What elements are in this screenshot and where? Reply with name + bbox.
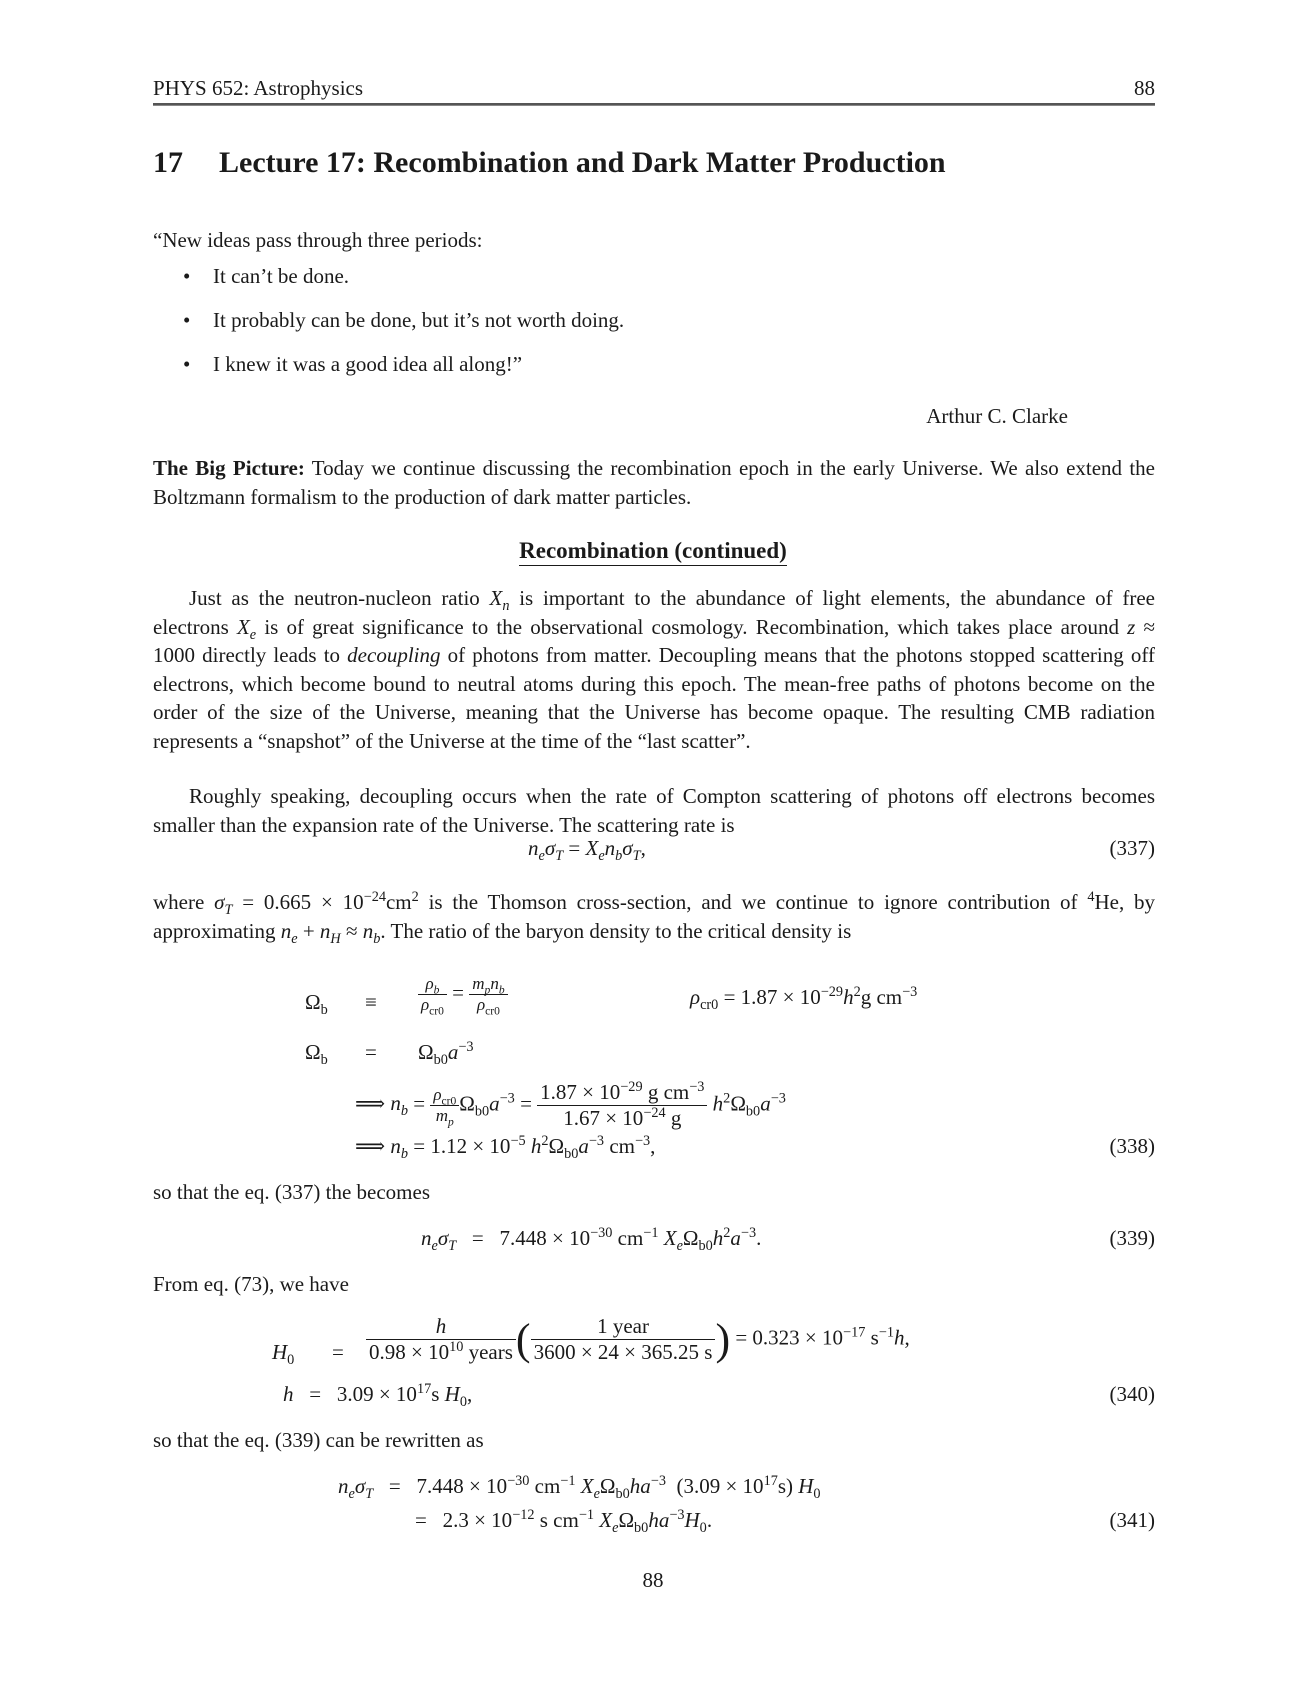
equation-number: (338)	[1109, 1134, 1155, 1158]
quote-item: • It can’t be done.	[183, 262, 624, 306]
paragraph-becomes: so that the eq. (337) the becomes	[153, 1180, 430, 1204]
quote-item: • I knew it was a good idea all along!”	[183, 350, 624, 394]
equation-number: (341)	[1109, 1508, 1155, 1532]
equation-number: (337)	[1109, 836, 1155, 860]
equation-338: ⟹ $n_b = 1.12 \times 10^{-5}$ $h^2\Omega_{b0}a^{-3}$ $cm^{-3}$, (338)	[355, 1133, 1155, 1163]
big-picture-label: The Big Picture:	[153, 456, 305, 480]
running-header-page: 88	[1134, 76, 1155, 100]
equation-339: $n_e\sigma_T = 7.448 \times 10^{-30}$ $cm^{-1}$ $X_e\Omega_{b0}h^2a^{-3}$. (339)	[421, 1225, 1155, 1255]
paragraph-from-eq73: From eq. (73), we have	[153, 1272, 349, 1296]
lecture-title-text: Lecture 17: Recombination and Dark Matter Production	[219, 146, 946, 179]
section-heading-text: Recombination (continued)	[519, 538, 787, 566]
running-header-course: PHYS 652: Astrophysics	[153, 76, 364, 100]
lecture-number: 17	[153, 146, 183, 179]
paragraph-thomson: where $\sigma_T = 0.665 \times 10^{-24}cm^2$ is the Thomson cross-section, and we continue to ignore contribution of $^4$He, by approximating $n_e + n_H \approx n_b$. The ratio of the baryon density to the critical density is	[153, 889, 1156, 947]
paragraph-rewritten: so that the eq. (339) can be rewritten as	[153, 1428, 484, 1452]
document-page: PHYS 652: Astrophysics 88 17 Lecture 17: Recombination and Dark Matter Production “New ideas pass through three periods: • It can’t be done. • It probably can be done, but it’s not worth doing. • I knew it was a good idea all along!” Arthur C. Clarke The Big Picture: Today we continue discussing the recombination epoch in the early Universe. We also extend the Boltzmann formalism to the production of dark matter particles. Recombination (continued) Just as the neutron-nucleon ratio $X_n$ is important to the abundance of light elements, the abundance of free electrons $X_e$ is of great significance to the observational cosmology. Recombination, which takes place around z ≈ 1000 directly leads to decoupling of photons from matter. Decoupling means that the photons stopped scattering off electrons, which become bound to neutral atoms during this epoch. The mean-free paths of photons become on the order of the size of the Universe, meaning that the Universe has become opaque. The resulting CMB radiation represents a “snapshot” of the Universe at the time of the “last scatter”. Roughly speaking, decoupling occurs when the rate of Compton scattering of photons off electrons becomes smaller than the expansion rate of the Universe. The scattering rate is $n_e\sigma_T = X_en_b\sigma_T$, (337) where $\sigma_T = 0.665 \times 10^{-24}cm^2$ is the Thomson cross-section, and we continue to ignore contribution of $^4$He, by approximating $n_e + n_H \approx n_b$. The ratio of the baryon density to the critical density is $\Omega_b$ ≡ $\frac{\rho_b}{\rho_{cr0}}$ = $\frac{m_pn_b}{\rho_{cr0}}$ $\rho_{cr0} = 1.87 \times 10^{-29}h^2g$ $cm^{-3}$ $\Omega_b$ = $\Omega_{b0}a^{-3}$ ⟹ $n_b$ = $\frac{\rho_{cr0}}{m_p}$ $\Omega_{b0}a^{-3}$ = $\frac{1.87 \times 10^{-29} g cm^{-3}}{1.67 \times 10^{-24} g}$ $h^2\Omega_{b0}a^{-3}$ ⟹ $n_b = 1.12 \times 10^{-5}$ $h^2\Omega_{b0}a^{-3}$ $cm^{-3}$, (338) so that the eq. (337) the becomes $n_e\sigma_T = 7.448 \times 10^{-30}$ $cm^{-1}$ $X_e\Omega_{b0}h^2a^{-3}$. (339) From eq. (73), we have $H_0$ = $\frac{h}{0.98 \times 10^{10} years}$ ( $\frac{\text{1 year}}{3600 \times 24 \times 365.25 s}$ ) = $0.323 \times 10^{-17}$ $s^{-1}h$, $h = 3.09 \times 10^{17}s$ $H_0$, (340) so that the eq. (339) can be rewritten as $n_e\sigma_T = 7.448 \times 10^{-30}$ $cm^{-1}$ $X_e\Omega_{b0}ha^{-3}$ $(3.09 \times 10^{17}s)$ $H_0$ = $2.3 \times 10^{-12}$ s $cm^{-1}$ $X_e\Omega_{b0}ha^{-3}H_0$. (341) 88	[0, 0, 1306, 1692]
equation-341-line1: $n_e\sigma_T = 7.448 \times 10^{-30}$ $cm^{-1}$ $X_e\Omega_{b0}ha^{-3}$ $(3.09 \times 10^{17}s)$ $H_0$	[338, 1473, 821, 1503]
quote-author: Arthur C. Clarke	[926, 404, 1068, 428]
omega-b-symbol: $\Omega_b$	[305, 990, 328, 1019]
quote-list	[183, 262, 624, 394]
hubble-constant-conversion: $\frac{h}{0.98 \times 10^{10} years}$ ( $\frac{\text{1 year}}{3600 \times 24 \times 365.25 s}$ ) = $0.323 \times 10^{-17}$ $s^{-1}h$,	[366, 1314, 910, 1365]
quote-item: • It probably can be done, but it’s not worth doing.	[183, 306, 624, 350]
paragraph-recombination: Just as the neutron-nucleon ratio $X_n$ is important to the abundance of light elements, the abundance of free electrons $X_e$ is of great significance to the observational cosmology. Recombination, which takes place around z ≈ 1000 directly leads to decoupling of photons from matter. Decoupling means that the photons stopped scattering off electrons, which become bound to neutral atoms during this epoch. The mean-free paths of photons become on the order of the size of the Universe, meaning that the Universe has become opaque. The resulting CMB radiation represents a “snapshot” of the Universe at the time of the “last scatter”.	[153, 586, 1156, 753]
baryon-density-derivation: ⟹ $n_b$ = $\frac{\rho_{cr0}}{m_p}$ $\Omega_{b0}a^{-3}$ = $\frac{1.87 \times 10^{-29} g cm^{-3}}{1.67 \times 10^{-24} g}$ $h^2\Omega_{b0}a^{-3}$	[355, 1079, 786, 1130]
paragraph-compton: Roughly speaking, decoupling occurs when the rate of Compton scattering of photons off electrons becomes smaller than the expansion rate of the Universe. The scattering rate is	[153, 784, 1155, 837]
equation-number: (339)	[1109, 1226, 1155, 1250]
equation-340: $h = 3.09 \times 10^{17}s$ $H_0$, (340)	[283, 1381, 1155, 1411]
equation-337: $n_e\sigma_T = X_en_b\sigma_T$, (337)	[528, 836, 1155, 865]
big-picture-text: Today we continue discussing the recombination epoch in the early Universe. We also extend the Boltzmann formalism to the production of dark matter particles.	[153, 456, 1155, 509]
equation-341: = $2.3 \times 10^{-12}$ s $cm^{-1}$ $X_e\Omega_{b0}ha^{-3}H_0$. (341)	[415, 1507, 1155, 1537]
omega-b-scaling: $\Omega_{b0}a^{-3}$	[418, 1039, 474, 1069]
header-rule	[153, 103, 1155, 106]
big-picture-paragraph	[153, 454, 1155, 511]
quote-intro: “New ideas pass through three periods:	[153, 228, 483, 252]
page-number-footer: 88	[642, 1568, 664, 1592]
section-heading	[0, 538, 1306, 564]
lecture-title	[153, 146, 946, 180]
omega-b-definition: $\frac{\rho_b}{\rho_{cr0}}$ = $\frac{m_pn_b}{\rho_{cr0}}$	[418, 974, 508, 1015]
critical-density: $\rho_{cr0} = 1.87 \times 10^{-29}h^2g$ $cm^{-3}$	[690, 984, 918, 1014]
equation-number: (340)	[1109, 1382, 1155, 1406]
